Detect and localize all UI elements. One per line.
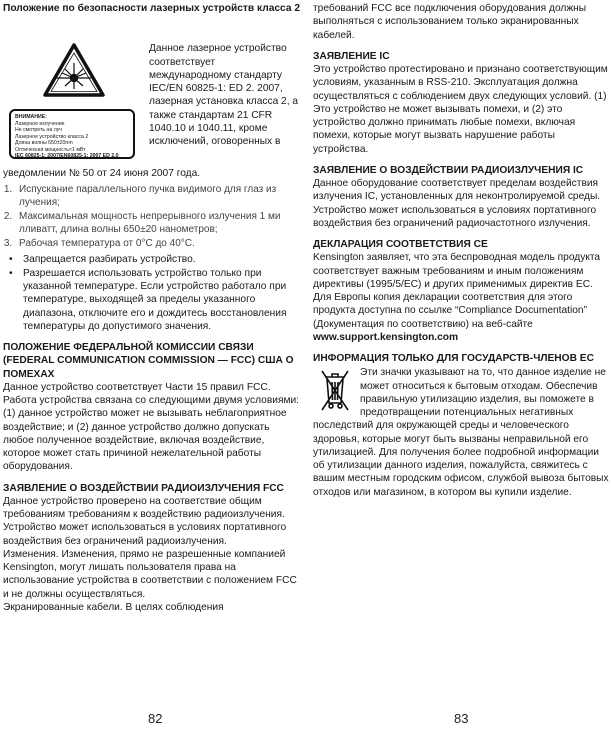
laser-safety-title: Положение по безопасности лазерных устройств класса 2: [3, 3, 300, 14]
cables-continued: требований FCC все подключения оборудования должны выполняться с использованием только экранированных кабелей.: [313, 3, 587, 41]
laser-intro-end: уведомлении № 50 от 24 июня 2007 года.: [3, 168, 201, 180]
label-line: Оптическая мощность<1 мВт: [15, 146, 86, 153]
page-number-left: 82: [148, 711, 163, 726]
left-page: [3, 2, 303, 614]
list-item: 2. Максимальная мощность непрерывного излучения 1 ми лливатт, длина волны 650±20 нанометров;: [15, 210, 303, 236]
bullet-icon: •: [9, 267, 13, 279]
label-line: Лазерное устройство класса 2: [15, 133, 89, 140]
weee-section: [313, 366, 609, 499]
bullet-text: Запрещается разбирать устройство.: [23, 253, 196, 265]
bullet-text: Разрешается использовать устройство только при указанной температуре. Если устройство работало при температуре, выходящей за пределы указанного диапазона, отключите его и дождитесь восстановления температуры до допустимого значения.: [23, 267, 287, 332]
right-page: [313, 2, 609, 499]
laser-warning-label: [9, 109, 135, 159]
list-item: 3. Рабочая температура от 0°C до 40°C.: [15, 237, 303, 250]
fcc-title: ПОЛОЖЕНИЕ ФЕДЕРАЛЬНОЙ КОМИССИИ СВЯЗИ (FEDERAL COMMUNICATION COMMISSION — FCC) США О ПОМЕХАХ: [3, 342, 294, 380]
spec-list: [3, 183, 303, 250]
ic-rf-title: ЗАЯВЛЕНИЕ О ВОЗДЕЙСТВИИ РАДИОИЗЛУЧЕНИЯ IC: [313, 164, 584, 176]
ic-title: ЗАЯВЛЕНИЕ IC: [313, 50, 390, 62]
laser-section: [3, 15, 303, 167]
cables-text: Экранированные кабели. В целях соблюдения: [3, 601, 224, 613]
list-item: 1. Испускание параллельного пучка видимого для глаз из лучения;: [15, 183, 303, 209]
laser-intro: Данное лазерное устройство соответствует международному стандарту IEC/EN 60825-1: ED 2. 2007, лазерная установка класса 2, а также стандартам 21 CFR 1040.10 и 1040.11, кроме исключений, оговоренных в: [149, 43, 299, 147]
laser-warning-icon: [43, 43, 105, 97]
bullet-list: [3, 253, 303, 334]
ic-rf-text: Данное оборудование соответствует пределам воздействия излучения IC, установленных для неконтролируемой среды. Устройство может использоваться в условиях портативного воздействия без ограничений радиочастотного излучения.: [313, 178, 601, 229]
weee-title: ИНФОРМАЦИЯ ТОЛЬКО ДЛЯ ГОСУДАРСТВ-ЧЛЕНОВ ЕС: [313, 353, 594, 364]
label-line: ВНИМАНИЕ:: [15, 114, 47, 121]
page-number-right: 83: [454, 711, 469, 726]
fcc-text: Данное устройство соответствует Части 15 правил FCC. Работа устройства связана со следующими двумя условиями: (1) данное устройство может не вызывать неблагоприятное воздействие; и (2) данное устройство должно допускать любое полученное воздействие, включая воздействие, которое может стать причиной нежелательной работы оборудования.: [3, 381, 299, 473]
support-url: www.support.kensington.com: [313, 331, 459, 343]
ce-text-2-body: Для Европы копия декларации соответствия для этого продукта доступна по ссылке “Compliance Documentation” (Документация по соответствию) на веб-сайте: [313, 292, 587, 330]
label-line: Длина волны 650±20nm: [15, 140, 73, 147]
fcc-rf-title: ЗАЯВЛЕНИЕ О ВОЗДЕЙСТВИИ РАДИОИЗЛУЧЕНИЯ FCC: [3, 482, 284, 494]
label-line: Не смотреть на луч: [15, 127, 63, 134]
label-line: IEC 60825-1: 2007/EN60825-1: 2007 ED 2.0: [15, 153, 119, 160]
ce-text: Kensington заявляет, что эта беспроводная модель продукта соответствует важным требованиям и иным положениям директивы (1995/5/EC) и других применимых директив ЕС.: [313, 252, 601, 290]
list-item: [9, 253, 303, 266]
label-line: Лазерное излучение: [15, 120, 65, 127]
fcc-rf-text: Данное устройство проверено на соответствие общим требованиям требованиям к воздействию радиоизлучения. Устройство может использоваться в условиях портативного воздействия без ограничений радиоизлучения.: [3, 495, 287, 547]
weee-text: Эти значки указывают на то, что данное изделие не может относиться к бытовым отходам. Обеспечив правильную утилизацию изделия, вы поможете в предотвращении потенциальных негативных последствий для окружающей среды и человеческого здоровья, которые могут быть вызваны неправильной его утилизацией. Для получения более подробной информации об утилизации данного изделия, пожалуйста, свяжитесь с вашим местным городским офисом, службой вывоза бытовых отходов или магазином, в котором вы купили изделие.: [313, 367, 609, 498]
ce-title: ДЕКЛАРАЦИЯ СООТВЕТСТВИЯ CE: [313, 239, 488, 250]
ce-text-2: [313, 291, 609, 344]
ic-text: Это устройство протестировано и признано соответствующим условиям, указанным в RSS-210. Эксплуатация должна осуществляться с соблюдением двух следующих условий. (1) Это устройство не может вызывать помехи, и (2) это устройство должно принимать любые помехи, включая помехи, которые могут вызвать нарушение работы устройства.: [313, 64, 608, 155]
weee-bin-icon: [320, 368, 350, 414]
changes-text: Изменения. Изменения, прямо не разрешенные компанией Kensington, могут лишать пользователя права на использование устройства в соответствии с положением FCC и не должны осуществляться.: [3, 548, 297, 600]
bullet-icon: •: [9, 253, 13, 265]
list-item: [9, 267, 303, 333]
